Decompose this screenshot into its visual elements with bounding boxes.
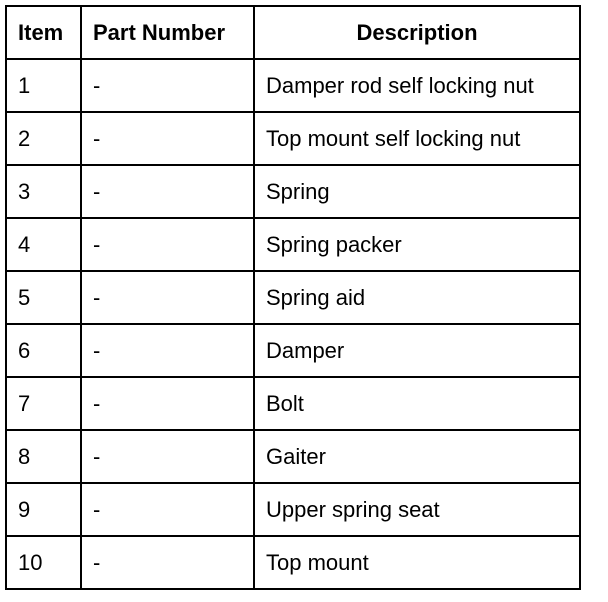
table-row xyxy=(6,165,580,218)
description-cell: Top mount xyxy=(254,536,580,589)
description-cell: Top mount self locking nut xyxy=(254,112,580,165)
part-number-cell: - xyxy=(81,324,254,377)
part-number-cell: - xyxy=(81,430,254,483)
table-row xyxy=(6,59,580,112)
header-part-number: Part Number xyxy=(81,6,254,59)
item-cell: 7 xyxy=(6,377,81,430)
part-number-cell: - xyxy=(81,271,254,324)
item-cell: 5 xyxy=(6,271,81,324)
header-description: Description xyxy=(254,6,580,59)
part-number-cell: - xyxy=(81,536,254,589)
item-cell: 2 xyxy=(6,112,81,165)
table-row xyxy=(6,112,580,165)
item-cell: 4 xyxy=(6,218,81,271)
table-row xyxy=(6,483,580,536)
table-row xyxy=(6,377,580,430)
description-cell: Damper rod self locking nut xyxy=(254,59,580,112)
item-cell: 3 xyxy=(6,165,81,218)
parts-table xyxy=(5,5,581,590)
description-cell: Spring xyxy=(254,165,580,218)
description-cell: Spring packer xyxy=(254,218,580,271)
part-number-cell: - xyxy=(81,483,254,536)
part-number-cell: - xyxy=(81,377,254,430)
description-cell: Upper spring seat xyxy=(254,483,580,536)
item-cell: 10 xyxy=(6,536,81,589)
header-item: Item xyxy=(6,6,81,59)
description-cell: Damper xyxy=(254,324,580,377)
item-cell: 9 xyxy=(6,483,81,536)
part-number-cell: - xyxy=(81,165,254,218)
table-row xyxy=(6,324,580,377)
table-row xyxy=(6,271,580,324)
part-number-cell: - xyxy=(81,218,254,271)
table-row xyxy=(6,430,580,483)
item-cell: 1 xyxy=(6,59,81,112)
item-cell: 6 xyxy=(6,324,81,377)
table-row xyxy=(6,536,580,589)
part-number-cell: - xyxy=(81,59,254,112)
item-cell: 8 xyxy=(6,430,81,483)
description-cell: Spring aid xyxy=(254,271,580,324)
part-number-cell: - xyxy=(81,112,254,165)
description-cell: Gaiter xyxy=(254,430,580,483)
table-row xyxy=(6,218,580,271)
table-header-row xyxy=(6,6,580,59)
description-cell: Bolt xyxy=(254,377,580,430)
